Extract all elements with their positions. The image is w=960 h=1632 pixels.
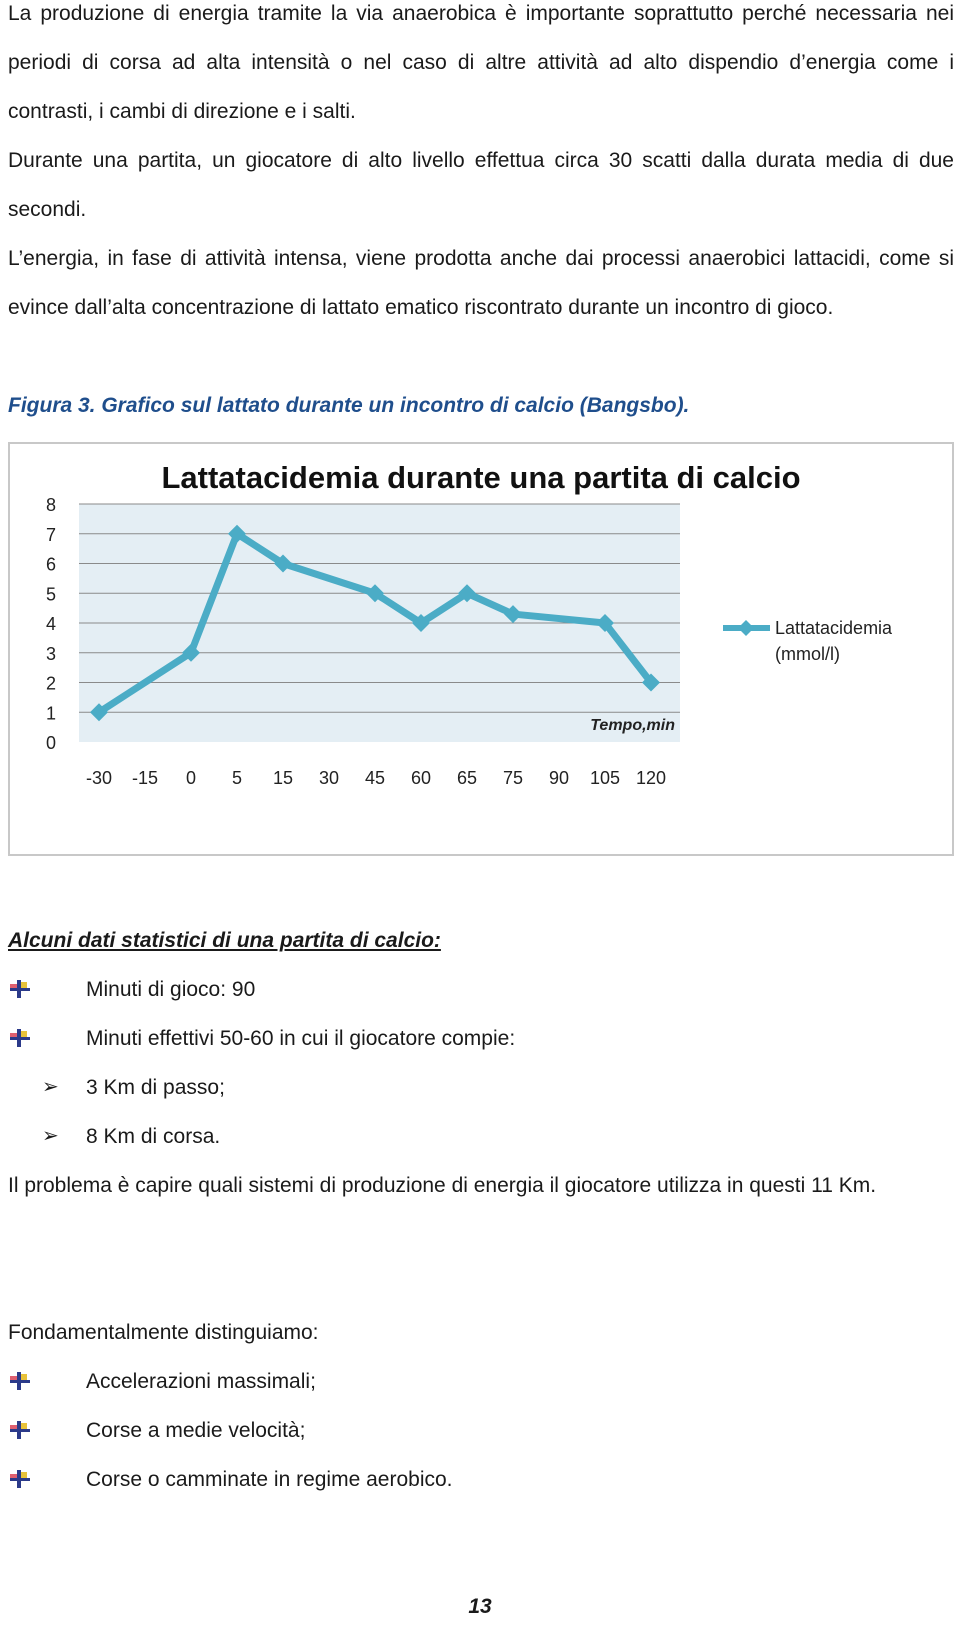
x-tick-label: 45 [364, 768, 386, 788]
page-number: 13 [468, 1595, 492, 1618]
x-tick-label: 120 [635, 768, 667, 788]
list-item-text: 3 Km di passo; [86, 1076, 225, 1099]
legend-marker [738, 620, 754, 636]
list-item-text: Accelerazioni massimali; [86, 1370, 316, 1393]
plus-bullet-icon [10, 1029, 30, 1047]
x-tick-label: -15 [131, 768, 159, 788]
problem-paragraph: Il problema è capire quali sistemi di produzione di energia il giocatore utilizza in questi 11 Km. [8, 1174, 877, 1197]
y-tick-label: 0 [45, 733, 57, 753]
y-tick-label: 2 [45, 673, 57, 694]
x-tick-label: 65 [456, 768, 478, 788]
legend-label-line2: (mmol/l) [775, 644, 840, 664]
intro-text [8, 0, 954, 332]
y-tick-label: 1 [45, 703, 57, 724]
distinguish-list [8, 1357, 954, 1504]
list-item [8, 1357, 954, 1406]
distinguish-title: Fondamentalmente distinguiamo: [8, 1321, 319, 1344]
y-tick-label: 3 [45, 643, 57, 664]
list-item-text: Corse a medie velocità; [86, 1419, 306, 1442]
x-tick-label: 105 [589, 768, 621, 788]
list-item [8, 965, 954, 1014]
list-item-text: 8 Km di corsa. [86, 1125, 221, 1148]
plus-bullet-icon [10, 1470, 30, 1488]
list-item [8, 1063, 954, 1112]
plus-bullet-icon [10, 1372, 30, 1390]
x-tick-label: 90 [548, 768, 570, 788]
list-item-text: Corse o camminate in regime aerobico. [86, 1468, 453, 1491]
x-tick-label: 60 [410, 768, 432, 788]
x-tick-label: 15 [272, 768, 294, 788]
y-tick-label: 5 [45, 584, 57, 605]
list-item [8, 1014, 954, 1063]
arrow-bullet-icon: ➢ [42, 1076, 59, 1098]
x-tick-label: -30 [85, 768, 113, 788]
x-tick-label: 5 [231, 768, 243, 788]
list-item [8, 1112, 954, 1161]
paragraph-1: La produzione di energia tramite la via anaerobica è importante soprattutto perché necessaria nei periodi di corsa ad alta intensità o nel caso di altre attività ad alto dispendio d’energia come i contrasti, i cambi di direzione e i salti. [8, 2, 954, 123]
plus-bullet-icon [10, 1421, 30, 1439]
x-tick-label: 30 [318, 768, 340, 788]
list-item-text: Minuti effettivi 50-60 in cui il giocatore compie: [86, 1027, 516, 1050]
legend-label-line1: Lattatacidemia [775, 618, 893, 638]
y-tick-label: 6 [45, 554, 57, 575]
figure-caption: Figura 3. Grafico sul lattato durante un incontro di calcio (Bangsbo). [8, 394, 690, 417]
stats-list [8, 965, 954, 1161]
chart-frame [8, 442, 954, 856]
y-tick-label: 7 [45, 524, 57, 545]
lactate-chart [10, 444, 952, 854]
y-tick-label: 4 [45, 614, 57, 634]
x-tick-label: 0 [185, 768, 197, 788]
x-tick-label: 75 [502, 768, 524, 788]
stats-title: Alcuni dati statistici di una partita di calcio: [8, 929, 441, 952]
y-tick-label: 8 [45, 495, 57, 515]
paragraph-3: L’energia, in fase di attività intensa, viene prodotta anche dai processi anaerobici lattacidi, come si evince dall’alta concentrazione di lattato ematico riscontrato durante un incontro di gioco. [8, 247, 954, 319]
paragraph-2: Durante una partita, un giocatore di alto livello effettua circa 30 scatti dalla durata media di due secondi. [8, 149, 954, 221]
arrow-bullet-icon: ➢ [42, 1125, 59, 1147]
chart-title: Lattatacidemia durante una partita di calcio [161, 460, 801, 495]
list-item-text: Minuti di gioco: 90 [86, 978, 256, 1001]
plus-bullet-icon [10, 980, 30, 998]
x-axis-note: Tempo,min [590, 717, 675, 734]
list-item [8, 1406, 954, 1455]
list-item [8, 1455, 954, 1504]
